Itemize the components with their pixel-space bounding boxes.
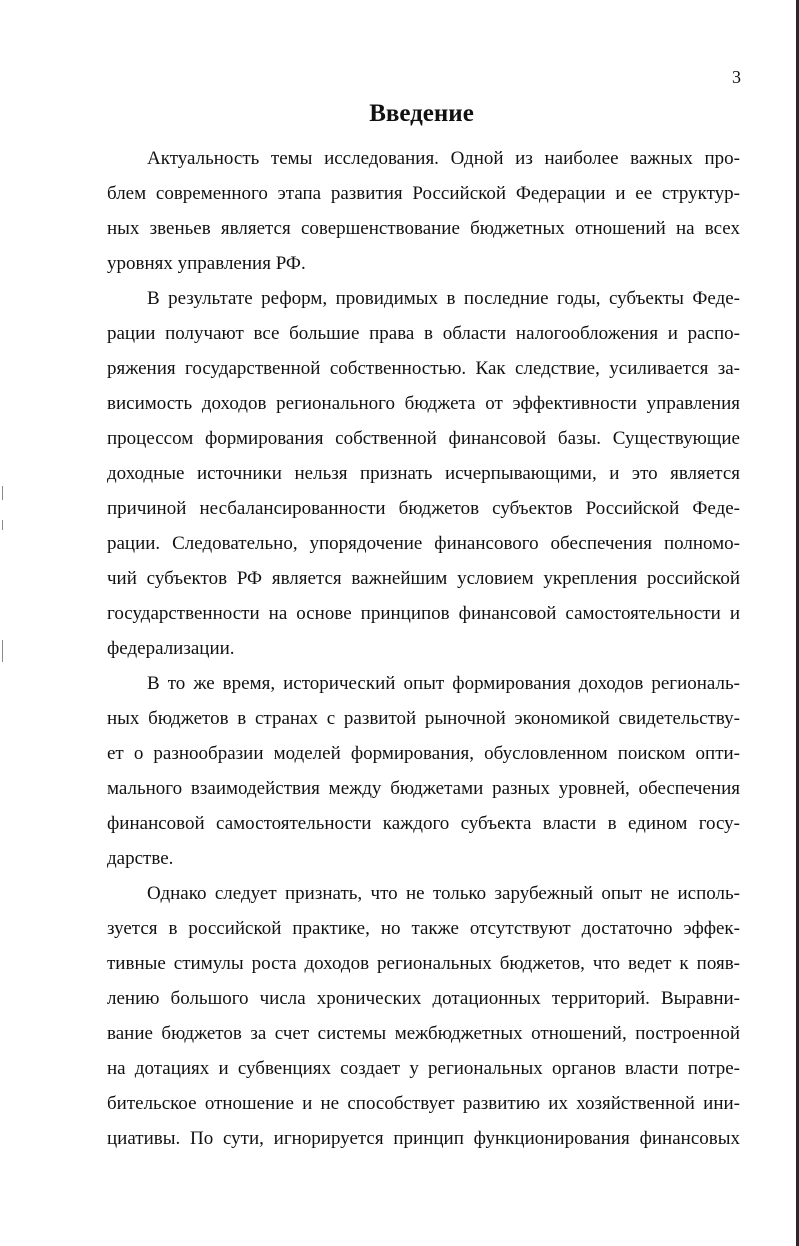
text-line: зуется в российской практике, но также отсутствуют достаточно эффек- xyxy=(107,918,740,939)
text-line: чий субъектов РФ является важнейшим условием укрепления российской xyxy=(107,568,740,589)
text-line: доходные источники нельзя признать исчерпывающими, и это является xyxy=(107,463,740,484)
text-line: циативы. По сути, игнорируется принцип функционирования финансовых xyxy=(107,1128,740,1149)
text-line: лению большого числа хронических дотационных территорий. Выравни- xyxy=(107,988,740,1009)
text-line: Однако следует признать, что не только зарубежный опыт не исполь- xyxy=(147,883,740,904)
text-line: бительское отношение и не способствует развитию их хозяйственной ини- xyxy=(107,1093,740,1114)
text-line: блем современного этапа развития Российской Федерации и ее структур- xyxy=(107,183,740,204)
text-line: государственности на основе принципов финансовой самостоятельности и xyxy=(107,603,740,624)
text-line: тивные стимулы роста доходов региональных бюджетов, что ведет к появ- xyxy=(107,953,740,974)
text-line: финансовой самостоятельности каждого субъекта власти в едином госу- xyxy=(107,813,740,834)
text-line: на дотациях и субвенциях создает у региональных органов власти потре- xyxy=(107,1058,740,1079)
section-title: Введение xyxy=(369,100,474,127)
text-line: федерализации. xyxy=(107,638,235,659)
text-line: Актуальность темы исследования. Одной из наиболее важных про- xyxy=(147,148,740,169)
text-line: ных звеньев является совершенствование бюджетных отношений на всех xyxy=(107,218,740,239)
text-line: причиной несбалансированности бюджетов субъектов Российской Феде- xyxy=(107,498,740,519)
text-line: мального взаимодействия между бюджетами разных уровней, обеспечения xyxy=(107,778,740,799)
text-line: висимость доходов регионального бюджета от эффективности управления xyxy=(107,393,740,414)
body-text xyxy=(107,143,740,1158)
scan-edge-mark xyxy=(2,520,3,530)
scan-edge-mark xyxy=(2,640,3,662)
text-line: В то же время, исторический опыт формирования доходов региональ- xyxy=(147,673,740,694)
page-number: 3 xyxy=(732,67,741,87)
text-line: процессом формирования собственной финансовой базы. Существующие xyxy=(107,428,740,449)
text-line: дарстве. xyxy=(107,848,174,869)
text-line: вание бюджетов за счет системы межбюджетных отношений, построенной xyxy=(107,1023,740,1044)
scan-edge-mark xyxy=(2,486,3,500)
text-line: рации получают все большие права в области налогообложения и распо- xyxy=(107,323,740,344)
text-line: ных бюджетов в странах с развитой рыночной экономикой свидетельству- xyxy=(107,708,740,729)
text-line: уровнях управления РФ. xyxy=(107,253,306,274)
text-line: рации. Следовательно, упорядочение финансового обеспечения полномо- xyxy=(107,533,740,554)
text-line: В результате реформ, провидимых в последние годы, субъекты Феде- xyxy=(147,288,740,309)
text-line: ет о разнообразии моделей формирования, обусловленном поиском опти- xyxy=(107,743,740,764)
text-line: ряжения государственной собственностью. Как следствие, усиливается за- xyxy=(107,358,740,379)
